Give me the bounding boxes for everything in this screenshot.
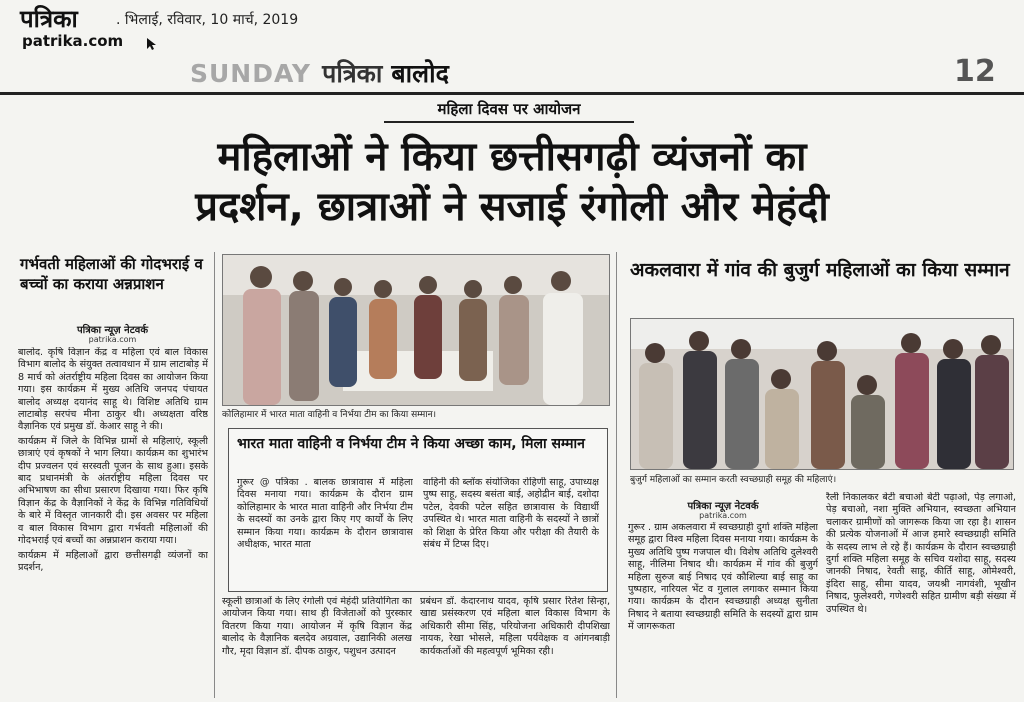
left-story-paragraph: कार्यक्रम में महिलाओं द्वारा छत्तीसगढ़ी व्यंजनों का प्रदर्शन, <box>18 549 208 573</box>
headline-line-2: प्रदर्शन, छात्राओं ने सजाई रंगोली और मेहंदी <box>195 184 829 230</box>
center-photo-caption: कोलिहामार में भारत माता वाहिनी व निर्भया टीम का किया सम्मान। <box>222 410 436 420</box>
kicker <box>384 99 634 123</box>
center-continuation-col-2: प्रबंधन डॉ. केदारनाथ यादव, कृषि प्रसार रितेश सिन्हा, खाद्य प्रसंस्करण एवं महिला बाल विकास विभाग के अधिकारी सीमा सिंह, परियोजना अधिकारी दीपशिखा नायक, रेखा भोसले, महिला पर्यवेक्षक व आंगनबाड़ी कार्यकर्ताओं की महत्वपूर्ण भूमिका रही। <box>420 596 610 657</box>
mid-story-col-1: गुरूर @ पत्रिका . बालक छात्रावास में महिला दिवस मनाया गया। कार्यक्रम के दौरान ग्राम कोलिहामार के भारत माता वाहिनी और निर्भया टीम के सदस्यों का उनके द्वारा किए गए कार्यों के लिए सम्मान किया गया। कार्यक्रम के दौरान छात्रावास अधीक्षक, भारत माता <box>237 477 413 551</box>
edition-bar <box>190 56 650 86</box>
right-story-site: patrika.com <box>699 511 747 520</box>
right-photo <box>630 318 1014 470</box>
elderly-women-photo-image <box>631 319 1013 469</box>
mid-story-title: भारत माता वाहिनी व निर्भया टीम ने किया अच्छा काम, मिला सम्मान <box>237 436 585 452</box>
left-story-body <box>18 347 208 699</box>
masthead-rule <box>0 92 1024 95</box>
page-number: 12 <box>954 54 996 89</box>
group-photo-image <box>223 255 609 405</box>
right-story-byline: पत्रिका न्यूज़ नेटवर्क <box>687 501 759 512</box>
left-story-site: patrika.com <box>88 335 137 344</box>
right-story-col-2: रैली निकालकर बेटी बचाओ बेटी पढ़ाओ, पेड़ लगाओ, पेड़ बचाओ, नशा मुक्ति अभियान, स्वच्छता अभियान चलाकर ग्रामीणों को जागरूक किया जा रहा है। शासन की प्रत्येक योजनाओं में आज हमारे स्वच्छग्राही समिति के सदस्य लाभ ले रहे हैं। कार्यक्रम के दौरान स्वच्छग्राही दुर्गा शक्ति महिला समूह के सचिव यशोदा साहू, सदस्य जानकी निषाद, रेवती साहू, कीर्ति साहू, ओमेश्वरी, इंदिरा साहू, सीमा यादव, जयश्री नागवंशी, भूखीन निषाद, फुलेश्वरी, गणेश्वरी सहित ग्रामीण बड़ी संख्या में उपस्थित थे। <box>826 492 1016 615</box>
left-story-title: गर्भवती महिलाओं की गोदभराई व बच्चों का कराया अन्नप्राशन <box>20 255 203 293</box>
headline-line-1: महिलाओं ने किया छत्तीसगढ़ी व्यंजनों का <box>217 134 807 180</box>
right-story-col-1: गुरूर . ग्राम अकलवारा में स्वच्छग्राही दुर्गा शक्ति महिला समूह द्वारा विश्व महिला दिवस मनाया गया। कार्यक्रम के मुख्य अतिथि पुष्प गजपाल थी। विशेष अतिथि दुलेश्वरी साहू, नीलिमा निषाद थी। कार्यक्रम में गांव की बुजुर्ग महिला सुरुज बाई निषाद एवं कौशिल्या बाई साहू का पुष्पहार, नारियल भेंट व गुलाल लगाकर सम्मान किया गया। कार्यक्रम के दौरान स्वच्छग्राही अध्यक्ष सुनीता निषाद ने बताया स्वच्छग्राही समिति के सदस्यों द्वारा ग्राम में जागरूकता <box>628 522 818 633</box>
edition-city: बालोद <box>391 59 449 88</box>
edition-sunday: SUNDAY <box>190 59 312 88</box>
right-photo-caption: बुजुर्ग महिलाओं का सम्मान करती स्वच्छग्राही समूह की महिलाएं। <box>630 475 837 485</box>
masthead-logo: पत्रिका <box>20 5 78 33</box>
masthead-dateline: . भिलाई, रविवार, 10 मार्च, 2019 <box>116 12 299 28</box>
center-photo <box>222 254 610 406</box>
cursor-icon <box>146 37 158 51</box>
left-story-paragraph: बालोद. कृषि विज्ञान केंद्र व महिला एवं बाल विकास विभाग बालोद के संयुक्त तत्वावधान में ग्राम लाटाबोड़ में 8 मार्च को अंतर्राष्ट्रीय महिला दिवस का आयोजन किया गया। इस कार्यक्रम में मुख्य अतिथि जनपद पंचायत बालोद अध्यक्ष दयानंद साहू थे। विशिष्ट अतिथि ग्राम लाटाबोड़ सरपंच मीना ठाकुर थी। अध्यक्षता वरिष्ठ वैज्ञानिक एवं प्रमुख डॉ. केआर साहू ने की। <box>18 347 208 433</box>
kicker-text: महिला दिवस पर आयोजन <box>437 100 581 118</box>
masthead-website[interactable]: patrika.com <box>22 32 124 50</box>
masthead <box>0 0 1024 94</box>
column-divider <box>214 252 215 698</box>
mid-story-col-2: वाहिनी की ब्लॉक संयोजिका रोहिणी साहू, उपाध्यक्ष पुष्प साहू, सदस्य बसंता बाई, अहोद्रीन बाई, दशोदा पटेल, देवकी पटेल सहित छात्रावास के विद्यार्थी उपस्थित थे। भारत माता वाहिनी के सदस्यों ने छात्रों को शिक्षा के प्रेरित किया और परीक्षा की तैयारी के संबंध में टिप्स दिए। <box>423 477 599 551</box>
center-continuation-col-1: स्कूली छात्राओं के लिए रंगोली एवं मेहंदी प्रतियोगिता का आयोजन किया गया। साथ ही विजेताओं को पुरस्कार वितरण किया गया। आयोजन में कृषि विज्ञान केंद्र बालोद के वैज्ञानिक बलदेव अग्रवाल, उद्यानिकी अलख गौर, मृदा विज्ञान डॉ. दीपक ठाकुर, पशुधन उत्पादन <box>222 596 412 657</box>
column-divider <box>616 252 617 698</box>
headline <box>0 132 1024 232</box>
mid-story-box <box>228 428 608 592</box>
left-story-byline: पत्रिका न्यूज़ नेटवर्क <box>76 325 149 336</box>
left-story-paragraph: कार्यक्रम में जिले के विभिन्न ग्रामों से महिलाएं, स्कूली छात्राएं एवं कृषकों ने भाग लिया। कार्यक्रम का शुभारंभ दीप प्रज्वलन एवं सरस्वती पूजन के साथ हुआ। इसके बाद प्रधानमंत्री के अंतर्राष्ट्रीय महिला दिवस पर अभिभाषण का सीधा प्रसारण दिखाया गया। फिर कृषि विज्ञान केंद्र के वैज्ञानिकों ने केंद्र के विभिन्न गतिविधियों के बारे में विस्तृत जानकारी दी। इस अवसर पर महिला व बाल विकास विभाग द्वारा गर्भवती महिलाओं की गोदभराई एवं बच्चों का अन्नप्राशन कराया गया। <box>18 435 208 547</box>
edition-name: पत्रिका <box>322 59 383 88</box>
right-story-title: अकलवारा में गांव की बुजुर्ग महिलाओं का किया सम्मान <box>630 259 1010 281</box>
